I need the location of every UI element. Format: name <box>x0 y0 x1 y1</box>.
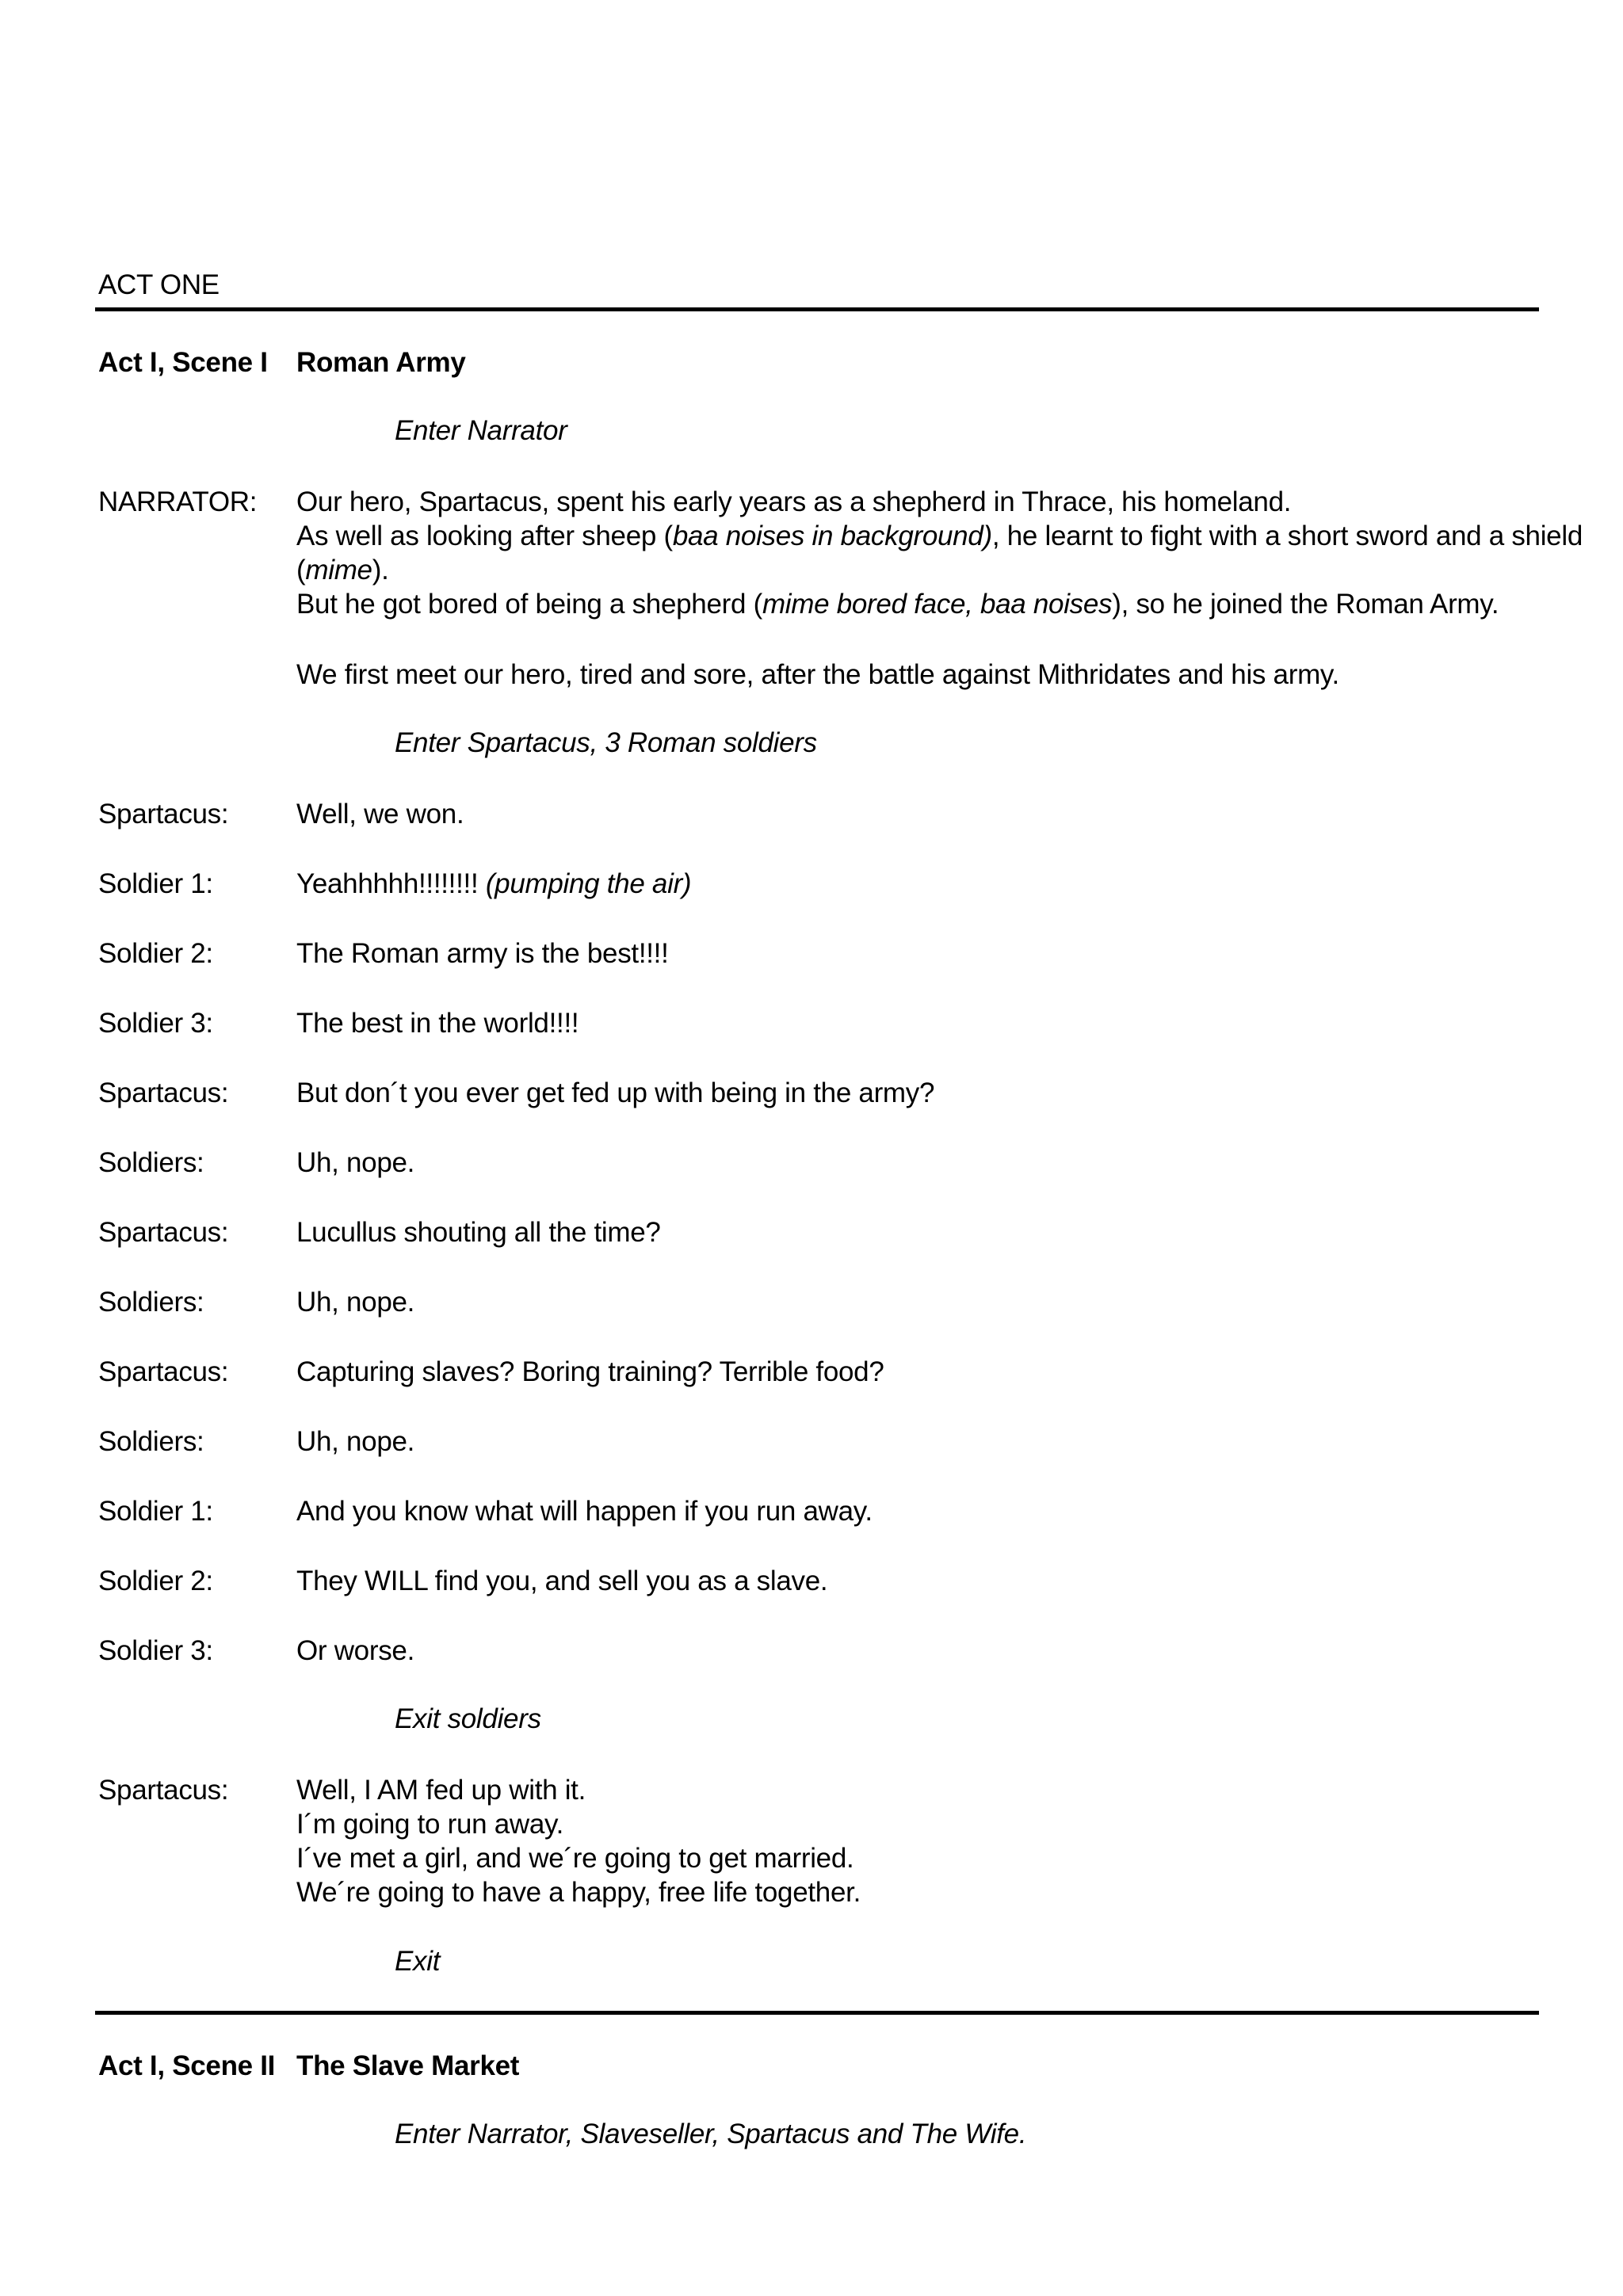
scene1-heading <box>98 345 1539 379</box>
speaker-name: Spartacus: <box>98 1077 229 1108</box>
dialogue-text-with-aside <box>296 867 1539 901</box>
narrator-text: ( <box>296 555 306 585</box>
dialogue-text: They WILL find you, and sell you as a slave. <box>296 1566 828 1596</box>
final-speech <box>296 1773 1539 1909</box>
speaker-name: Soldier 2: <box>98 1566 213 1596</box>
speech-line: Well, I AM fed up with it. <box>296 1775 586 1806</box>
dialogue-text: The best in the world!!!! <box>296 1008 579 1039</box>
dialogue-row <box>98 1285 1539 1319</box>
speaker-name: Spartacus: <box>98 1775 229 1806</box>
stage-direction-enter-scene2: Enter Narrator, Slaveseller, Spartacus and The Wife. <box>395 2119 1027 2149</box>
dialogue-row-final <box>98 1773 1539 1909</box>
dialogue-row <box>98 1006 1539 1040</box>
act-divider <box>95 307 1539 311</box>
speaker-name: Soldiers: <box>98 1426 204 1457</box>
dialogue-row <box>98 1215 1539 1249</box>
scene2-title: The Slave Market <box>296 2050 520 2081</box>
narrator-aside: mime bored face, baa noises <box>762 589 1113 620</box>
scene1-title: Roman Army <box>296 347 466 378</box>
dialogue-row <box>98 1146 1539 1180</box>
speaker-name: Soldiers: <box>98 1147 204 1178</box>
scene2-label: Act I, Scene II <box>98 2050 276 2081</box>
dialogue-row <box>98 1076 1539 1110</box>
scene1-label: Act I, Scene I <box>98 347 268 378</box>
dialogue-row <box>98 1425 1539 1459</box>
dialogue-text: And you know what will happen if you run away. <box>296 1496 873 1527</box>
narrator-aside: mime <box>305 555 372 585</box>
narrator-line <box>296 587 1583 621</box>
speaker-name: Soldier 2: <box>98 938 213 969</box>
stage-direction-exit-soldiers: Exit soldiers <box>395 1703 541 1734</box>
dialogue-row <box>98 936 1539 971</box>
narrator-block <box>98 485 1583 621</box>
dialogue-text: But don´t you ever get fed up with being in the army? <box>296 1077 935 1108</box>
speech-line: We´re going to have a happy, free life together. <box>296 1877 861 1908</box>
narrator-block-2 <box>98 658 1539 692</box>
narrator-text: As well as looking after sheep ( <box>296 521 673 551</box>
narrator-text: But he got bored of being a shepherd ( <box>296 589 762 620</box>
dialogue-row <box>98 797 1539 831</box>
narrator-text: ), so he joined the Roman Army. <box>1112 589 1499 620</box>
dialogue-text: Uh, nope. <box>296 1147 415 1178</box>
speaker-name: Soldiers: <box>98 1287 204 1318</box>
speech-line: I´ve met a girl, and we´re going to get married. <box>296 1843 854 1874</box>
scene2-heading <box>98 2049 1539 2083</box>
speech-line: I´m going to run away. <box>296 1809 564 1840</box>
stage-direction-exit: Exit <box>395 1946 441 1977</box>
stage-direction-enter-narrator: Enter Narrator <box>395 415 567 446</box>
dialogue-text: The Roman army is the best!!!! <box>296 938 669 969</box>
dialogue-text: Lucullus shouting all the time? <box>296 1217 661 1248</box>
narrator-line: Our hero, Spartacus, spent his early years as a shepherd in Thrace, his homeland. <box>296 486 1292 517</box>
speaker-name-empty <box>98 658 296 692</box>
dialogue-row <box>98 867 1539 901</box>
narrator-speech <box>296 485 1583 621</box>
speaker-name: Soldier 3: <box>98 1635 213 1666</box>
act-title: ACT ONE <box>98 269 220 300</box>
narrator-text: ). <box>372 555 389 585</box>
stage-direction-enter-spartacus: Enter Spartacus, 3 Roman soldiers <box>395 727 817 758</box>
speaker-name: NARRATOR: <box>98 486 258 517</box>
dialogue-row <box>98 1634 1539 1668</box>
dialogue-text: Yeahhhhh!!!!!!!! <box>296 868 486 899</box>
speaker-name: Spartacus: <box>98 1356 229 1387</box>
dialogue-text: Capturing slaves? Boring training? Terrible food? <box>296 1356 884 1387</box>
speaker-name: Soldier 1: <box>98 1496 213 1527</box>
speaker-name: Soldier 3: <box>98 1008 213 1039</box>
speaker-name: Soldier 1: <box>98 868 213 899</box>
dialogue-text: Uh, nope. <box>296 1287 415 1318</box>
narrator-aside: baa noises in background) <box>672 521 992 551</box>
speaker-name: Spartacus: <box>98 799 229 830</box>
dialogue-text: Well, we won. <box>296 799 464 830</box>
narrator-line: We first meet our hero, tired and sore, after the battle against Mithridates and his army. <box>296 659 1339 690</box>
narrator-line <box>296 519 1583 553</box>
dialogue-row <box>98 1355 1539 1389</box>
dialogue-row <box>98 1494 1539 1528</box>
narrator-text: , he learnt to fight with a short sword and a shield <box>991 521 1583 551</box>
speaker-name: Spartacus: <box>98 1217 229 1248</box>
narrator-line <box>296 553 1583 587</box>
dialogue-aside: (pumping the air) <box>485 868 692 899</box>
dialogue-text: Uh, nope. <box>296 1426 415 1457</box>
dialogue-row <box>98 1564 1539 1598</box>
dialogue-text: Or worse. <box>296 1635 414 1666</box>
scene-divider <box>95 2011 1539 2015</box>
